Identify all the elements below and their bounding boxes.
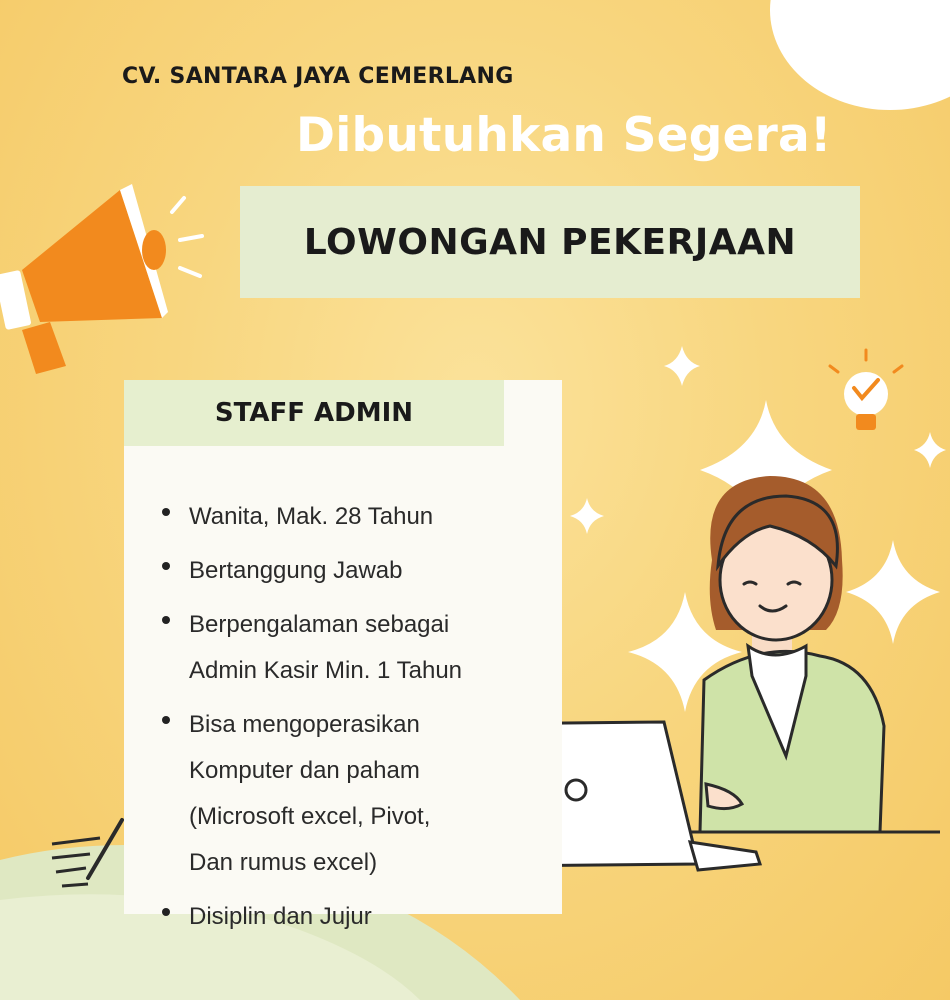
bullet-icon <box>162 562 170 570</box>
requirement-line: (Microsoft excel, Pivot, <box>189 803 431 830</box>
requirement-line: Admin Kasir Min. 1 Tahun <box>189 657 463 684</box>
requirement-line: Bisa mengoperasikan <box>189 711 420 738</box>
bullet-icon <box>162 508 170 516</box>
list-item <box>162 702 542 886</box>
list-item <box>162 494 542 540</box>
bullet-icon <box>162 716 170 724</box>
bullet-icon <box>162 616 170 624</box>
banner-title: LOWONGAN PEKERJAAN <box>303 221 797 263</box>
bullet-icon <box>162 908 170 916</box>
list-item <box>162 894 542 940</box>
banner <box>240 186 860 298</box>
requirement-line: Wanita, Mak. 28 Tahun <box>189 503 434 530</box>
requirements-list <box>162 494 542 948</box>
requirement-line: Komputer dan paham <box>189 757 420 784</box>
megaphone-icon <box>0 184 202 374</box>
position-title: STAFF ADMIN <box>214 398 414 428</box>
company-name: CV. SANTARA JAYA CEMERLANG <box>122 64 514 89</box>
requirement-line: Berpengalaman sebagai <box>189 611 450 638</box>
list-item <box>162 548 542 594</box>
headline: Dibutuhkan Segera! <box>296 108 832 163</box>
requirement-line: Disiplin dan Jujur <box>189 903 372 930</box>
requirement-line: Dan rumus excel) <box>189 849 378 876</box>
requirement-line: Bertanggung Jawab <box>189 557 403 584</box>
position-header <box>124 380 504 446</box>
list-item <box>162 602 542 694</box>
lightbulb-icon <box>830 350 902 430</box>
